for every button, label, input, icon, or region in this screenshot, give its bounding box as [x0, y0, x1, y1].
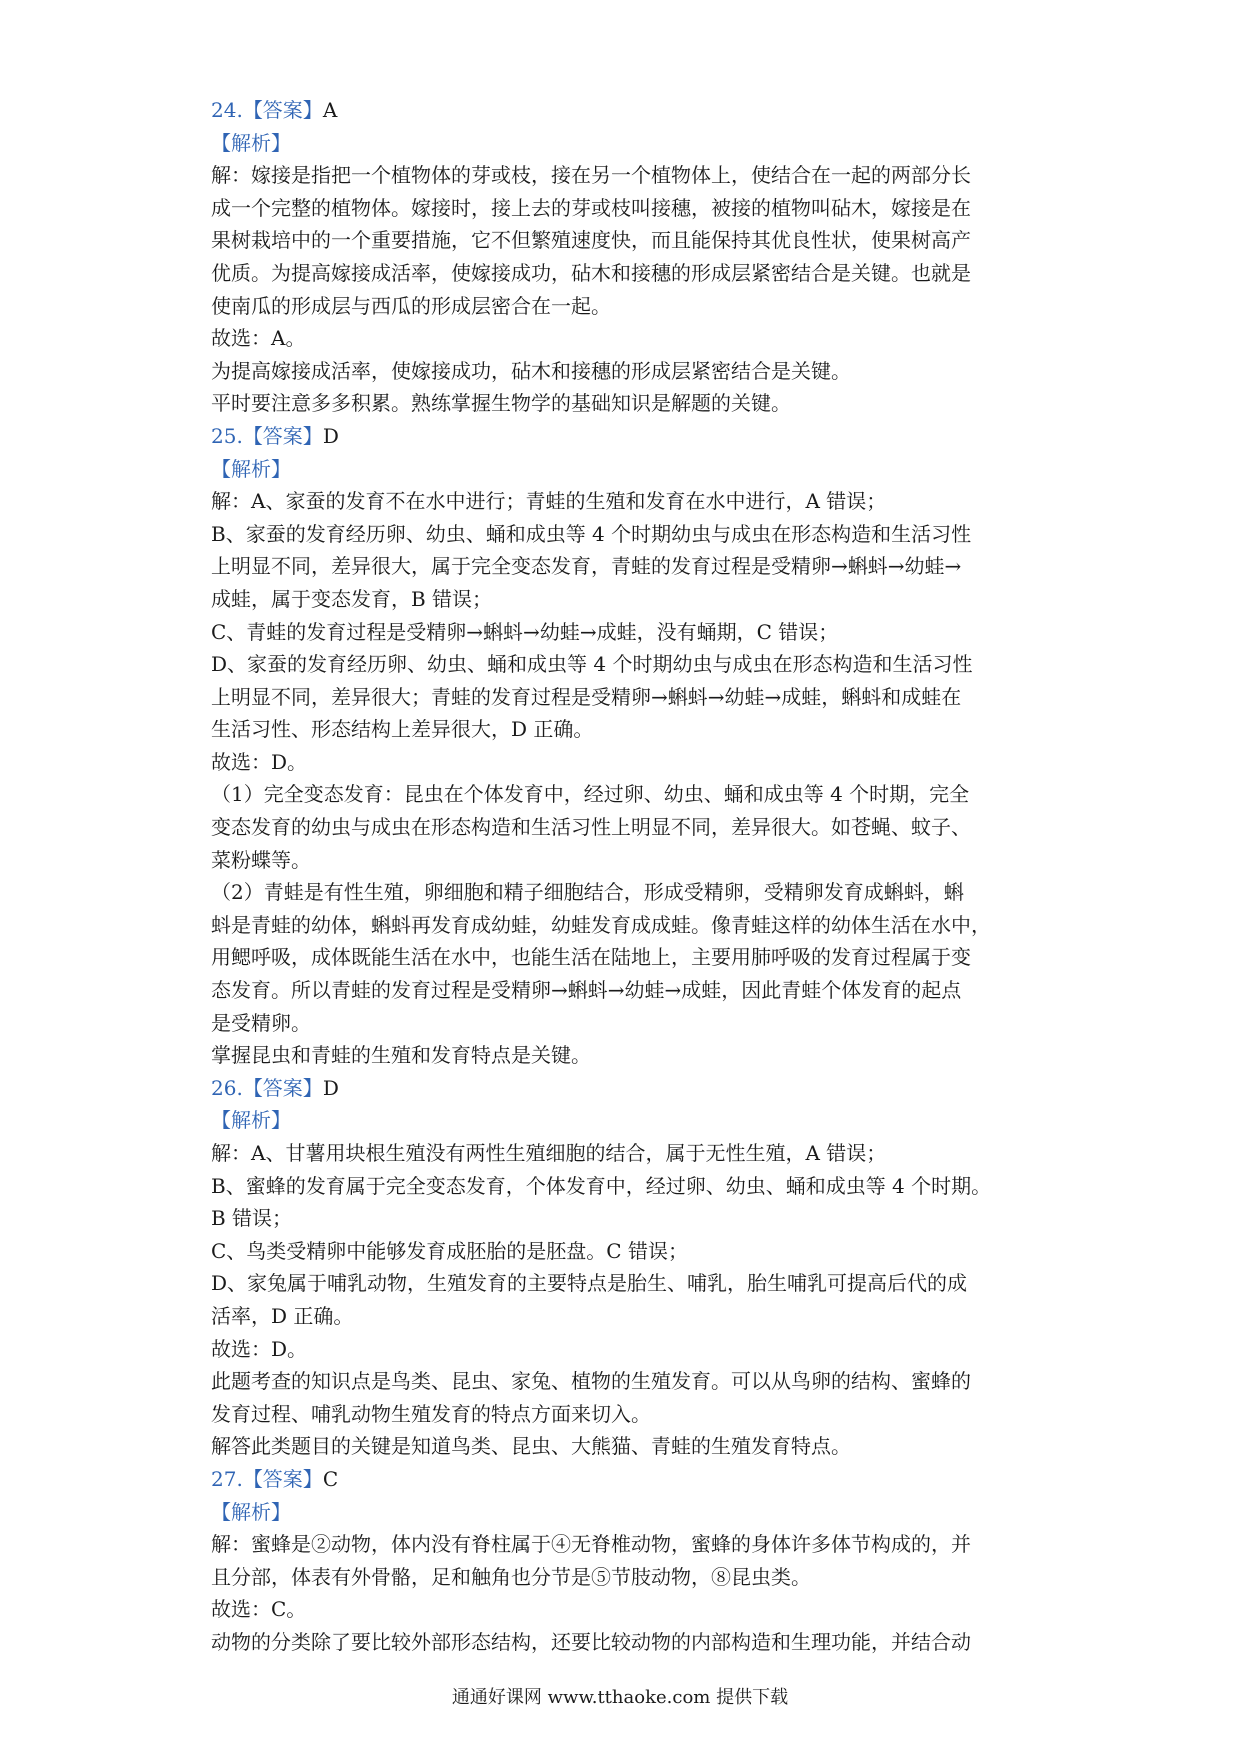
- analysis-line: 成一个完整的植物体。嫁接时，接上去的芽或枝叫接穗，被接的植物叫砧木，嫁接是在: [211, 195, 971, 220]
- analysis-line: C、鸟类受精卵中能够发育成胚胎的是胚盘。C 错误；: [211, 1238, 688, 1263]
- analysis-line: 且分部，体表有外骨骼，足和触角也分节是⑤节肢动物，⑧昆虫类。: [211, 1564, 811, 1589]
- answer-value: C: [322, 1466, 339, 1491]
- analysis-line: 果树栽培中的一个重要措施，它不但繁殖速度快，而且能保持其优良性状，使果树高产: [211, 228, 971, 253]
- analysis-line: B、家蚕的发育经历卵、幼虫、蛹和成虫等 4 个时期幼虫与成虫在形态构造和生活习性: [211, 521, 972, 546]
- analysis-line: D、家蚕的发育经历卵、幼虫、蛹和成虫等 4 个时期幼虫与成虫在形态构造和生活习性: [211, 652, 973, 677]
- analysis-line: 解：A、甘薯用块根生殖没有两性生殖细胞的结合，属于无性生殖，A 错误；: [211, 1141, 887, 1165]
- analysis-line: D、家兔属于哺乳动物，生殖发育的主要特点是胎生、哺乳，胎生哺乳可提高后代的成: [211, 1271, 968, 1296]
- analysis-line: 活率，D 正确。: [211, 1303, 354, 1328]
- question-number: 27.: [211, 1466, 243, 1491]
- analysis-line: 成蛙，属于变态发育，B 错误；: [211, 586, 493, 611]
- analysis-line: 故选：D。: [211, 749, 308, 774]
- analysis-label: 【解析】: [211, 456, 291, 481]
- answer-value: A: [322, 98, 338, 122]
- analysis-line: 故选：C。: [211, 1597, 307, 1622]
- analysis-line: 解：嫁接是指把一个植物体的芽或枝，接在另一个植物体上，使结合在一起的两部分长: [211, 163, 971, 188]
- analysis-line: 故选：D。: [211, 1336, 308, 1361]
- answer-line: [211, 1463, 1043, 1496]
- analysis-line: 上明显不同，差异很大；青蛙的发育过程是受精卵→蝌蚪→幼蛙→成蛙，蝌蚪和成蛙在: [211, 684, 962, 709]
- analysis-line: （1）完全变态发育：昆虫在个体发育中，经过卵、幼虫、蛹和成虫等 4 个时期，完全: [211, 782, 970, 807]
- answer-line: [211, 94, 1043, 127]
- analysis-line: 是受精卵。: [211, 1010, 311, 1035]
- analysis-line: （2）青蛙是有性生殖，卵细胞和精子细胞结合，形成受精卵，受精卵发育成蝌蚪，蝌: [211, 880, 964, 905]
- analysis-line: 故选：A。: [211, 326, 306, 351]
- analysis-line: C、青蛙的发育过程是受精卵→蝌蚪→幼蛙→成蛙，没有蛹期，C 错误；: [211, 619, 839, 644]
- analysis-line: 菜粉蝶等。: [211, 847, 311, 872]
- page-footer: 通通好课网 www.tthaoke.com 提供下载: [451, 1687, 789, 1708]
- analysis-line: 此题考查的知识点是鸟类、昆虫、家兔、植物的生殖发育。可以从鸟卵的结构、蜜蜂的: [211, 1369, 971, 1394]
- analysis-line: 解：A、家蚕的发育不在水中进行；青蛙的生殖和发育在水中进行，A 错误；: [211, 489, 887, 514]
- answer-label: 【答案】: [242, 1466, 323, 1491]
- content: [211, 94, 1043, 1659]
- analysis-line: B、蜜蜂的发育属于完全变态发育，个体发育中，经过卵、幼虫、蛹和成虫等 4 个时期。: [211, 1173, 992, 1198]
- analysis-line: 上明显不同，差异很大，属于完全变态发育，青蛙的发育过程是受精卵→蝌蚪→幼蛙→: [211, 554, 962, 579]
- analysis-line: 使南瓜的形成层与西瓜的形成层密合在一起。: [211, 293, 611, 318]
- analysis-line: 态发育。所以青蛙的发育过程是受精卵→蝌蚪→幼蛙→成蛙，因此青蛙个体发育的起点: [211, 978, 962, 1003]
- document-body: [211, 94, 1043, 1659]
- answer-line: [211, 1072, 1043, 1105]
- analysis-label: 【解析】: [211, 1108, 291, 1133]
- answer-line: [211, 420, 1043, 453]
- question-number: 25.: [211, 423, 243, 448]
- answer-label: 【答案】: [242, 98, 323, 122]
- analysis-line: 用鳃呼吸，成体既能生活在水中，也能生活在陆地上，主要用肺呼吸的发育过程属于变: [211, 945, 971, 970]
- analysis-line: B 错误；: [211, 1206, 293, 1231]
- analysis-line: 动物的分类除了要比较外部形态结构，还要比较动物的内部构造和生理功能，并结合动: [211, 1629, 971, 1654]
- analysis-label: 【解析】: [211, 1499, 291, 1524]
- analysis-line: 变态发育的幼虫与成虫在形态构造和生活习性上明显不同，差异很大。如苍蝇、蚊子、: [211, 815, 971, 840]
- analysis-line: 解答此类题目的关键是知道鸟类、昆虫、大熊猫、青蛙的生殖发育特点。: [211, 1434, 851, 1459]
- answer-value: D: [322, 423, 339, 448]
- analysis-line: 蚪是青蛙的幼体，蝌蚪再发育成幼蛙，幼蛙发育成成蛙。像青蛙这样的幼体生活在水中，: [211, 912, 991, 937]
- analysis-line: 优质。为提高嫁接成活率，使嫁接成功，砧木和接穗的形成层紧密结合是关键。也就是: [211, 260, 971, 285]
- analysis-line: 生活习性、形态结构上差异很大，D 正确。: [211, 717, 594, 742]
- answer-label: 【答案】: [242, 1075, 323, 1100]
- question-number: 24.: [211, 98, 243, 122]
- answer-value: D: [322, 1075, 339, 1100]
- analysis-line: 为提高嫁接成活率，使嫁接成功，砧木和接穗的形成层紧密结合是关键。: [211, 358, 851, 383]
- analysis-label: 【解析】: [211, 130, 291, 155]
- answer-label: 【答案】: [242, 423, 323, 448]
- analysis-line: 平时要注意多多积累。熟练掌握生物学的基础知识是解题的关键。: [211, 391, 791, 416]
- analysis-line: 解：蜜蜂是②动物，体内没有脊柱属于④无脊椎动物，蜜蜂的身体许多体节构成的，并: [211, 1532, 971, 1557]
- analysis-line: 掌握昆虫和青蛙的生殖和发育特点是关键。: [211, 1043, 591, 1068]
- question-number: 26.: [211, 1075, 243, 1100]
- analysis-line: 发育过程、哺乳动物生殖发育的特点方面来切入。: [211, 1401, 651, 1426]
